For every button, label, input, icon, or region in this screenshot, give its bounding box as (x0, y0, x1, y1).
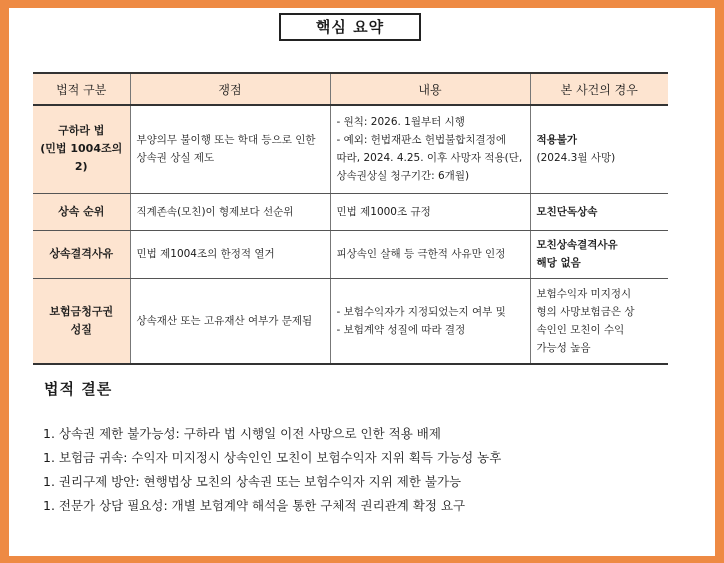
conclusion-item: 1. 권리구제 방안: 현행법상 모친의 상속권 또는 보험수익자 지위 제한 불가능 (43, 474, 462, 489)
row-case-note: 형의 사망보험금은 상 (536, 305, 635, 318)
row-category (33, 278, 130, 364)
table-row (33, 105, 668, 193)
page-title: 핵심 요약 (279, 13, 421, 41)
summary-table (33, 72, 668, 365)
row-issue (130, 105, 330, 193)
row-issue: 민법 제1004조의 한정적 열거 (130, 230, 330, 278)
row-category: 상속 순위 (33, 193, 130, 230)
row-content-line: - 원칙: 2026. 1월부터 시행 (336, 116, 465, 129)
header-legal-category: 법적 구분 (33, 73, 130, 105)
row-issue: 직계존속(모친)이 형제보다 선순위 (130, 193, 330, 230)
table-row (33, 230, 668, 278)
row-category (33, 105, 130, 193)
row-issue-line: 상속권 상실 제도 (136, 152, 215, 165)
row-content-line: 상속권상실 청구기간: 6개월) (336, 170, 470, 183)
row-case-result: 해당 없음 (536, 257, 581, 269)
table-row (33, 193, 668, 230)
row-content-line: 따라, 2024. 4.25. 이후 사망자 적용(단, (336, 152, 523, 165)
row-category-line: 보험금청구권 (49, 304, 114, 318)
row-case (530, 278, 668, 364)
row-case-result: 모친단독상속 (530, 193, 668, 230)
row-case-result: 적용불가 (536, 134, 578, 147)
row-category-line: 성질 (70, 322, 92, 336)
row-case-note: 속인인 모친이 수익 (536, 323, 625, 336)
conclusion-item: 1. 상속권 제한 불가능성: 구하라 법 시행일 이전 사망으로 인한 적용 배제 (43, 426, 441, 441)
table-row (33, 278, 668, 364)
row-case-note: (2024.3월 사망) (536, 152, 616, 165)
row-issue-line: 부양의무 불이행 또는 학대 등으로 인한 (136, 134, 316, 147)
row-content-line: - 보험수익자가 지정되었는지 여부 및 (336, 305, 506, 318)
row-content (330, 278, 530, 364)
row-category-line: (민법 1004조의2) (40, 142, 123, 174)
row-content: 피상속인 살해 등 극한적 사유만 인정 (330, 230, 530, 278)
conclusion-title: 법적 결론 (44, 380, 113, 398)
header-this-case: 본 사건의 경우 (530, 73, 668, 105)
row-category: 상속결격사유 (33, 230, 130, 278)
header-content: 내용 (330, 73, 530, 105)
table-header-row (33, 73, 668, 105)
row-content: 민법 제1000조 규정 (330, 193, 530, 230)
row-case (530, 105, 668, 193)
row-category-line: 구하라 법 (58, 124, 105, 138)
row-issue: 상속재산 또는 고유재산 여부가 문제됨 (130, 278, 330, 364)
conclusion-item: 1. 전문가 상담 필요성: 개별 보험계약 해석을 통한 구체적 권리관계 확정 요구 (43, 498, 466, 513)
row-case-note: 가능성 높음 (536, 341, 591, 354)
row-case (530, 230, 668, 278)
header-issue: 쟁점 (130, 73, 330, 105)
row-content-line: - 예외: 헌법재판소 헌법불합치결정에 (336, 134, 506, 147)
row-content (330, 105, 530, 193)
row-case-result: 모친상속결격사유 (536, 239, 618, 251)
row-content-line: - 보험계약 성질에 따라 결정 (336, 323, 466, 336)
conclusion-list (43, 422, 501, 518)
conclusion-item: 1. 보험금 귀속: 수익자 미지정시 상속인인 모친이 보험수익자 지위 획득 가능성 농후 (43, 450, 502, 465)
row-case-note: 보험수익자 미지정시 (536, 287, 632, 300)
